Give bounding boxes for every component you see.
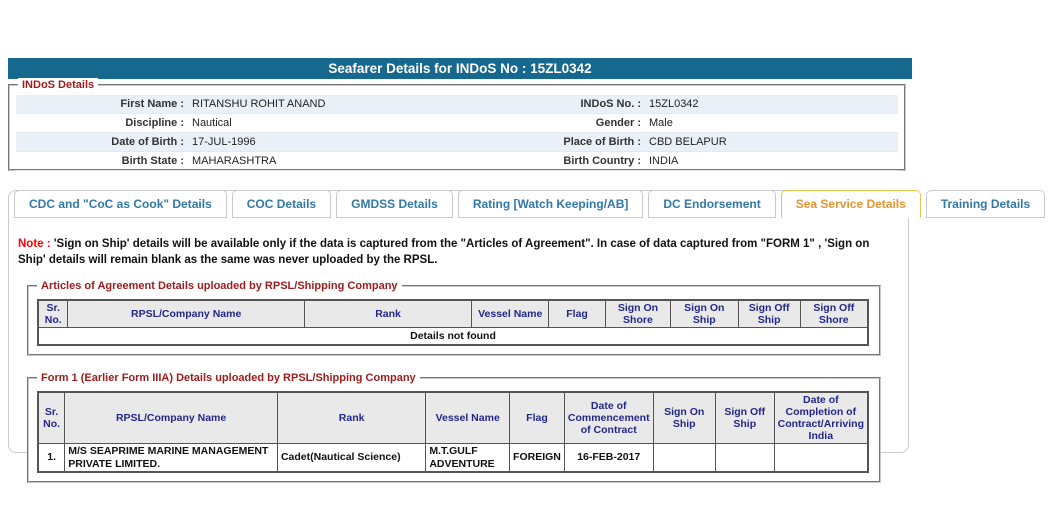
table-cell: 16-FEB-2017 [564,444,653,473]
column-header: Flag [510,392,565,444]
table-cell: M/S SEAPRIME MARINE MANAGEMENT PRIVATE LIMITED. [65,444,278,473]
indos-rows [16,95,898,171]
articles-table [37,299,869,346]
column-header: Rank [277,392,425,444]
field-value: 15ZL0342 [649,98,699,110]
tab-training-details[interactable]: Training Details [926,190,1045,218]
field-label: Gender : [595,117,641,129]
indos-row [16,133,898,152]
field-value: 17-JUL-1996 [192,136,256,148]
indos-details-fieldset [8,79,906,171]
field-value: Nautical [192,117,232,129]
page-title: Seafarer Details for INDoS No : 15ZL0342 [8,58,912,79]
tab-cdc-and-coc-as-cook-details[interactable]: CDC and "CoC as Cook" Details [14,190,227,218]
note [18,236,896,268]
column-header: RPSL/Company Name [68,300,304,328]
articles-table-head [38,300,868,328]
column-header: Sign On Shore [606,300,671,328]
field-label: First Name : [120,98,184,110]
table-row [38,444,868,473]
field-label: INDoS No. : [580,98,641,110]
table-row [38,328,868,345]
field-value: RITANSHU ROHIT ANAND [192,98,326,110]
column-header: Date of Completion of Contract/Arriving India [774,392,868,444]
field-label: Discipline : [125,117,184,129]
form1-table [37,391,869,473]
tab-coc-details[interactable]: COC Details [232,190,331,218]
field-value: INDIA [649,155,679,167]
articles-legend: Articles of Agreement Details uploaded by RPSL/Shipping Company [37,279,402,293]
field-value: Male [649,117,673,129]
table-cell: 1. [38,444,65,473]
table-cell: Cadet(Nautical Science) [277,444,425,473]
table-cell [653,444,715,473]
indos-row [16,114,898,133]
column-header: Sign Off Ship [715,392,774,444]
note-text: 'Sign on Ship' details will be available only if the data is captured from the "Articles of Agreement". In case of data captured from "FORM 1" , 'Sign on Ship' details will remain blank as the same was never uploaded by the RPSL. [18,238,870,267]
column-header: Sign On Ship [670,300,738,328]
field-label: Birth Country : [563,155,641,167]
tab-dc-endorsement[interactable]: DC Endorsement [648,190,775,218]
tab-rating-watch-keeping-ab[interactable]: Rating [Watch Keeping/AB] [458,190,644,218]
indos-row [16,152,898,171]
field-label: Birth State : [121,155,184,167]
articles-fieldset [27,280,881,356]
column-header: Sign Off Shore [800,300,868,328]
field-label: Place of Birth : [563,136,641,148]
tab-widget [8,190,1031,470]
column-header: RPSL/Company Name [65,392,278,444]
column-header: Vessel Name [472,300,549,328]
table-cell [715,444,774,473]
form1-fieldset [27,371,881,483]
column-header: Sign Off Ship [738,300,800,328]
tab-gmdss-details[interactable]: GMDSS Details [336,190,453,218]
empty-message: Details not found [38,328,868,345]
column-header: Sign On Ship [653,392,715,444]
articles-table-body [38,328,868,345]
field-label: Date of Birth : [111,136,184,148]
column-header: Sr. No. [38,300,68,328]
indos-row [16,95,898,114]
form1-legend: Form 1 (Earlier Form IIIA) Details uploaded by RPSL/Shipping Company [37,371,420,385]
column-header: Date of Commencement of Contract [564,392,653,444]
column-header: Sr. No. [38,392,65,444]
table-cell: FOREIGN [510,444,565,473]
indos-details-legend: INDoS Details [18,78,98,92]
table-cell [774,444,868,473]
tab-strip [14,190,1031,218]
field-value: MAHARASHTRA [192,155,277,167]
tab-sea-service-details[interactable]: Sea Service Details [781,190,921,218]
field-value: CBD BELAPUR [649,136,727,148]
form1-table-head [38,392,868,444]
form1-table-body [38,444,868,473]
column-header: Rank [304,300,471,328]
table-cell: M.T.GULF ADVENTURE [426,444,510,473]
column-header: Flag [549,300,606,328]
column-header: Vessel Name [426,392,510,444]
note-label: Note : [18,238,51,250]
